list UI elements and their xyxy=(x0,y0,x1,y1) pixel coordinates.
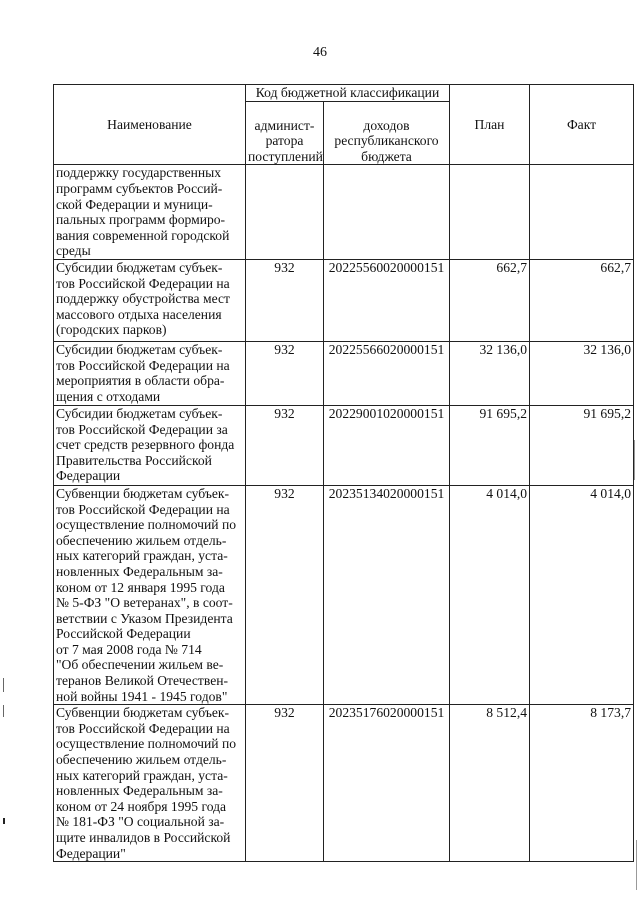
header-classification-code xyxy=(246,85,450,102)
header-revenue-label: доходов республиканского бюджета xyxy=(334,117,439,164)
cell-admin: 932 xyxy=(246,405,324,485)
table-row xyxy=(54,485,634,704)
cell-code: 20225560020000151 xyxy=(324,259,450,341)
cell-name: поддержку государственных программ субъектов Россий- ской Федерации и муници- пальных программ формиро- вания современной городской среды xyxy=(54,165,246,260)
page-number: 46 xyxy=(313,45,327,60)
cell-fact: 662,7 xyxy=(530,259,634,341)
table-row xyxy=(54,259,634,341)
header-admin-label: админист- ратора поступлений xyxy=(248,117,323,164)
header-plan-label: План xyxy=(474,116,505,132)
header-name-label: Наименование xyxy=(107,116,192,132)
table-row xyxy=(54,705,634,862)
cell-plan: 662,7 xyxy=(450,259,530,341)
scan-mark xyxy=(3,678,4,692)
header-revenue xyxy=(324,102,450,165)
table-row xyxy=(54,341,634,405)
header-row-1 xyxy=(54,85,634,102)
cell-fact xyxy=(530,165,634,260)
cell-fact: 91 695,2 xyxy=(530,405,634,485)
table-row xyxy=(54,405,634,485)
cell-admin: 932 xyxy=(246,341,324,405)
cell-admin xyxy=(246,165,324,260)
header-admin xyxy=(246,102,324,165)
header-name xyxy=(54,85,246,165)
header-fact-label: Факт xyxy=(566,116,597,132)
cell-plan: 4 014,0 xyxy=(450,485,530,704)
cell-admin: 932 xyxy=(246,259,324,341)
cell-name: Субвенции бюджетам субъек- тов Российской Федерации на осуществление полномочий по обеспечению жильем отдель- ных категорий граждан, уста- новленных Федеральным за- коном от 12 января 1995 года № 5-ФЗ "О ветеранах", в соот- ветствии с Указом Президента Российской Федерации от 7 мая 2008 года № 714 "Об обеспечении жильем ве- теранов Великой Отечествен- ной войны 1941 - 1945 годов" xyxy=(54,485,246,704)
cell-name: Субсидии бюджетам субъек- тов Российской Федерации за счет средств резервного фонда Правительства Российской Федерации xyxy=(54,405,246,485)
cell-name: Субвенции бюджетам субъек- тов Российской Федерации на осуществление полномочий по обеспечению жильем отдель- ных категорий граждан, уста- новленных Федеральным за- коном от 24 ноября 1995 года № 181-ФЗ "О социальной за- щите инвалидов в Российской Федерации" xyxy=(54,705,246,862)
cell-fact: 32 136,0 xyxy=(530,341,634,405)
cell-fact: 4 014,0 xyxy=(530,485,634,704)
scan-mark xyxy=(3,705,4,717)
scan-mark xyxy=(634,440,635,480)
cell-plan: 32 136,0 xyxy=(450,341,530,405)
cell-fact: 8 173,7 xyxy=(530,705,634,862)
cell-name: Субсидии бюджетам субъек- тов Российской Федерации на мероприятия в области обра- щения с отходами xyxy=(54,341,246,405)
scan-mark xyxy=(636,840,637,890)
cell-plan xyxy=(450,165,530,260)
header-fact xyxy=(530,85,634,165)
header-classification-label: Код бюджетной классификации xyxy=(255,85,440,101)
cell-plan: 8 512,4 xyxy=(450,705,530,862)
table-row xyxy=(54,165,634,260)
budget-table xyxy=(53,84,634,862)
scan-mark xyxy=(3,818,5,824)
cell-admin: 932 xyxy=(246,705,324,862)
cell-code xyxy=(324,165,450,260)
cell-code: 20229001020000151 xyxy=(324,405,450,485)
header-plan xyxy=(450,85,530,165)
cell-admin: 932 xyxy=(246,485,324,704)
cell-name: Субсидии бюджетам субъек- тов Российской Федерации на поддержку обустройства мест массового отдыха населения (городских парков) xyxy=(54,259,246,341)
cell-plan: 91 695,2 xyxy=(450,405,530,485)
cell-code: 20225566020000151 xyxy=(324,341,450,405)
cell-code: 20235176020000151 xyxy=(324,705,450,862)
cell-code: 20235134020000151 xyxy=(324,485,450,704)
